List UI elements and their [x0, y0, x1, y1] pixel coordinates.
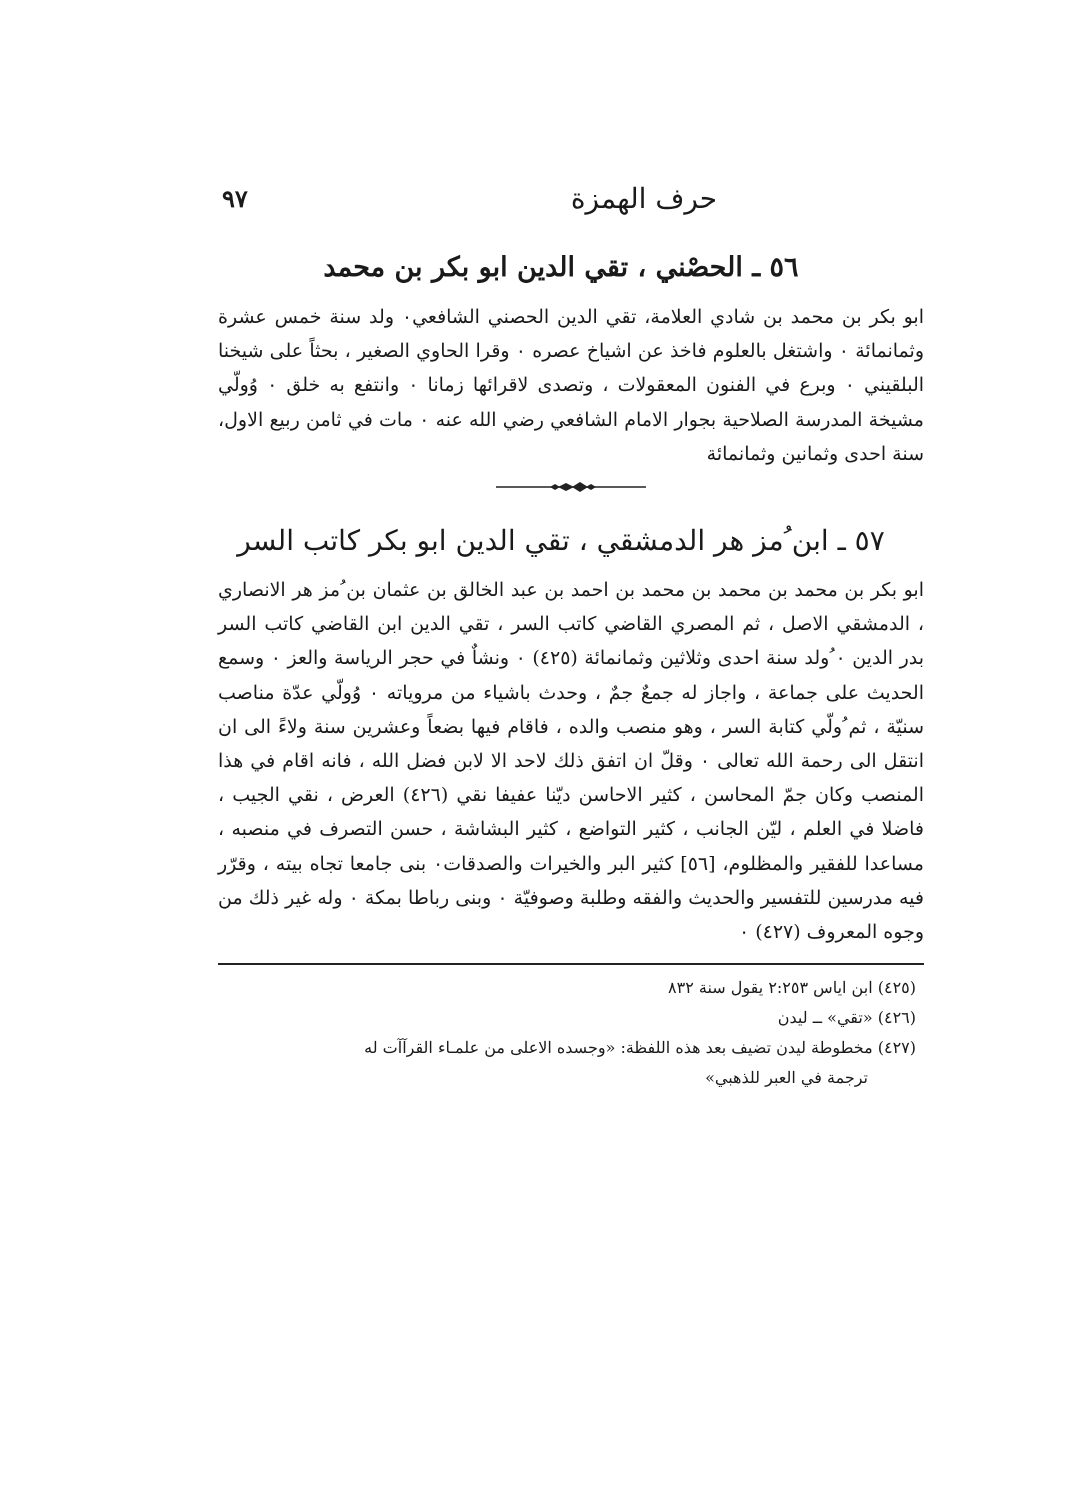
entry-body-56: ابو بكر بن محمد بن شادي العلامة، تقي الدين الحصني الشافعي٠ ولد سنة خمس عشرة وثمانمائة ٠ واشتغل بالعلوم فاخذ عن اشياخ عصره ٠ وقرا الحاوي الصغير ، بحثاً على شيخنا البلقيني ٠ وبرع في الفنون المعقولات ، وتصدى لاقرائها زمانا ٠ وانتفع به خلق ٠ وُولّي مشيخة المدرسة الصلاحية بجوار الامام الشافعي رضي الله عنه ٠ مات في ثامن ربيع الاول، سنة احدى وثمانين وثمانمائة: [218, 306, 925, 465]
footnote-rule: [218, 963, 924, 965]
entry-heading-57: ٥٧ ـ ابن ُمز هر الدمشقي ، تقي الدين ابو بكر كاتب السر: [237, 524, 885, 558]
book-page: [218, 180, 924, 1300]
page-number: ٩٧: [222, 184, 248, 213]
running-head: [218, 180, 924, 230]
footnote-426: (٤٢٦) «تقي» ــ ليدن: [777, 1008, 916, 1028]
footnotes: [218, 973, 924, 1093]
footnote-427: (٤٢٧) مخطوطة ليدن تضيف بعد هذه اللفظة: «وجسده الاعلى من علمـاء القرآآت له: [364, 1038, 916, 1058]
footnote-425: (٤٢٥) ابن اياس ٢:٢٥٣ يقول سنة ٨٣٢: [668, 978, 916, 998]
footnote-427-continued: ترجمة في العبر للذهبي»: [705, 1068, 868, 1088]
entry-heading-56: ٥٦ ـ الحصْني ، تقي الدين ابو بكر بن محمد: [323, 252, 799, 283]
running-title: حرف الهمزة: [570, 182, 718, 215]
entry-body-57: ابو بكر بن محمد بن محمد بن محمد بن احمد بن عبد الخالق بن عثمان بن ُمز هر الانصاري ، الدمشقي الاصل ، ثم المصري القاضي كاتب السر ، تقي الدين ابن القاضي كاتب السر بدر الدين ٠ ُولد سنة احدى وثلاثين وثمانمائة (٤٢٥) ٠ ونشاٌ في حجر الرياسة والعز ٠ وسمع الحديث على جماعة ، واجاز له جمعٌ جمٌ ، وحدث باشياء من مروياته ٠ وُولّي عدّة مناصب سنيّة ، ثم ُولّي كتابة السر ، وهو منصب والده ، فاقام فيها بضعاً وعشرين سنة ولاءً الى ان انتقل الى رحمة الله تعالى ٠ وقلّ ان اتفق ذلك لاحد الا لابن فضل الله ، فانه اقام في هذا المنصب وكان جمّ المحاسن ، كثير الاحاسن ديّنا عفيفا نقي (٤٢٦) العرض ، نقي الجيب ، فاضلا في العلم ، ليّن الجانب ، كثير التواضع ، كثير البشاشة ، حسن التصرف في منصبه ، مساعدا للفقير والمظلوم، [٥٦] كثير البر والخيرات والصدقات٠ بنى جامعا تجاه بيته ، وقرّر فيه مدرسين للتفسير والحديث والفقه وطلبة وصوفيّة ٠ وبنى رباطا بمكة ٠ وله غير ذلك من وجوه المعروف (٤٢٧) ٠: [218, 579, 925, 944]
section-divider-ornament: [496, 479, 646, 495]
